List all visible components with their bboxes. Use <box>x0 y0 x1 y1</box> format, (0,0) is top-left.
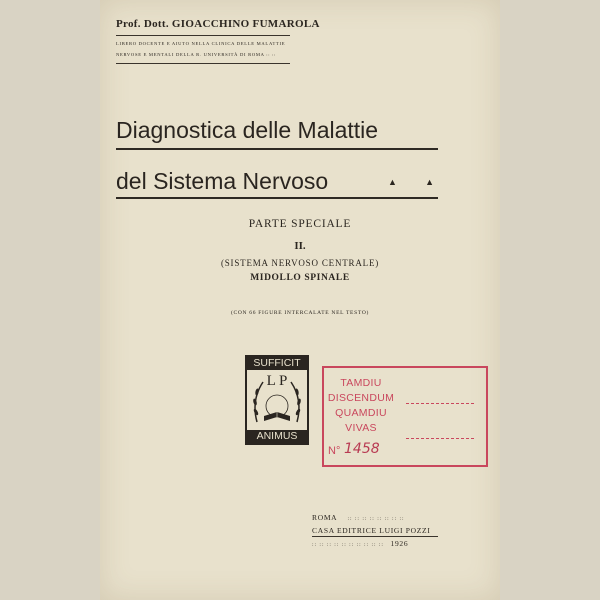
publisher-emblem <box>245 355 309 445</box>
stamp-line-1: TAMDIU <box>340 377 382 389</box>
title-ornament: ▲ ▲ <box>388 177 435 187</box>
imprint-city-name: ROMA <box>312 513 337 522</box>
stamp-line-2: DISCENDUM <box>327 392 395 404</box>
subtitle-parenthetical: (SISTEMA NERVOSO CENTRALE) <box>220 258 380 268</box>
imprint-year: 1926 <box>390 539 409 548</box>
imprint-year-ornament: :: :: :: :: :: :: :: :: :: :: <box>312 542 384 548</box>
title-line-2-text: del Sistema Nervoso <box>116 168 329 194</box>
emblem-monogram: L P <box>266 373 288 389</box>
stamp-handwritten-number: 1458 <box>344 441 380 457</box>
author-affiliation-line-1: LIBERO DOCENTE E AIUTO NELLA CLINICA DELLE MALATTIE <box>116 41 286 46</box>
volume-number: II. <box>294 240 306 252</box>
stamp-line-4: VIVAS <box>345 422 377 434</box>
emblem-motto-top: SUFFICIT <box>247 357 307 370</box>
title-rule-1 <box>116 148 438 150</box>
figures-note: (CON 66 FIGURE INTERCALATE NEL TESTO) <box>230 310 370 316</box>
imprint-year-row <box>312 539 408 548</box>
author-underline <box>116 35 290 36</box>
imprint-city-ornament: :: :: :: :: :: :: :: :: <box>347 516 405 522</box>
stamp-line-3: QUAMDIU <box>335 407 387 419</box>
title-rule-2 <box>116 197 438 199</box>
stamp-dotted-line-2 <box>406 438 474 439</box>
imprint-rule <box>312 536 438 537</box>
title-line-2 <box>116 168 328 195</box>
imprint-publisher: CASA EDITRICE LUIGI POZZI <box>312 526 431 535</box>
part-label: PARTE SPECIALE <box>248 218 352 230</box>
author-name: Prof. Dott. GIOACCHINO FUMAROLA <box>116 18 320 30</box>
stamp-dotted-line-1 <box>406 403 474 404</box>
title-line-1: Diagnostica delle Malattie <box>116 117 379 143</box>
author-affiliation-line-2: NERVOSE E MENTALI DELLA R. UNIVERSITÀ DI ROMA :: :: <box>116 52 277 57</box>
title-page <box>100 0 500 600</box>
emblem-motto-bottom: ANIMUS <box>247 430 307 443</box>
imprint-city <box>312 513 405 522</box>
affiliation-underline <box>116 63 290 64</box>
stamp-number-label: N° <box>328 445 341 457</box>
subtitle: MIDOLLO SPINALE <box>250 273 350 283</box>
library-stamp <box>322 366 488 467</box>
